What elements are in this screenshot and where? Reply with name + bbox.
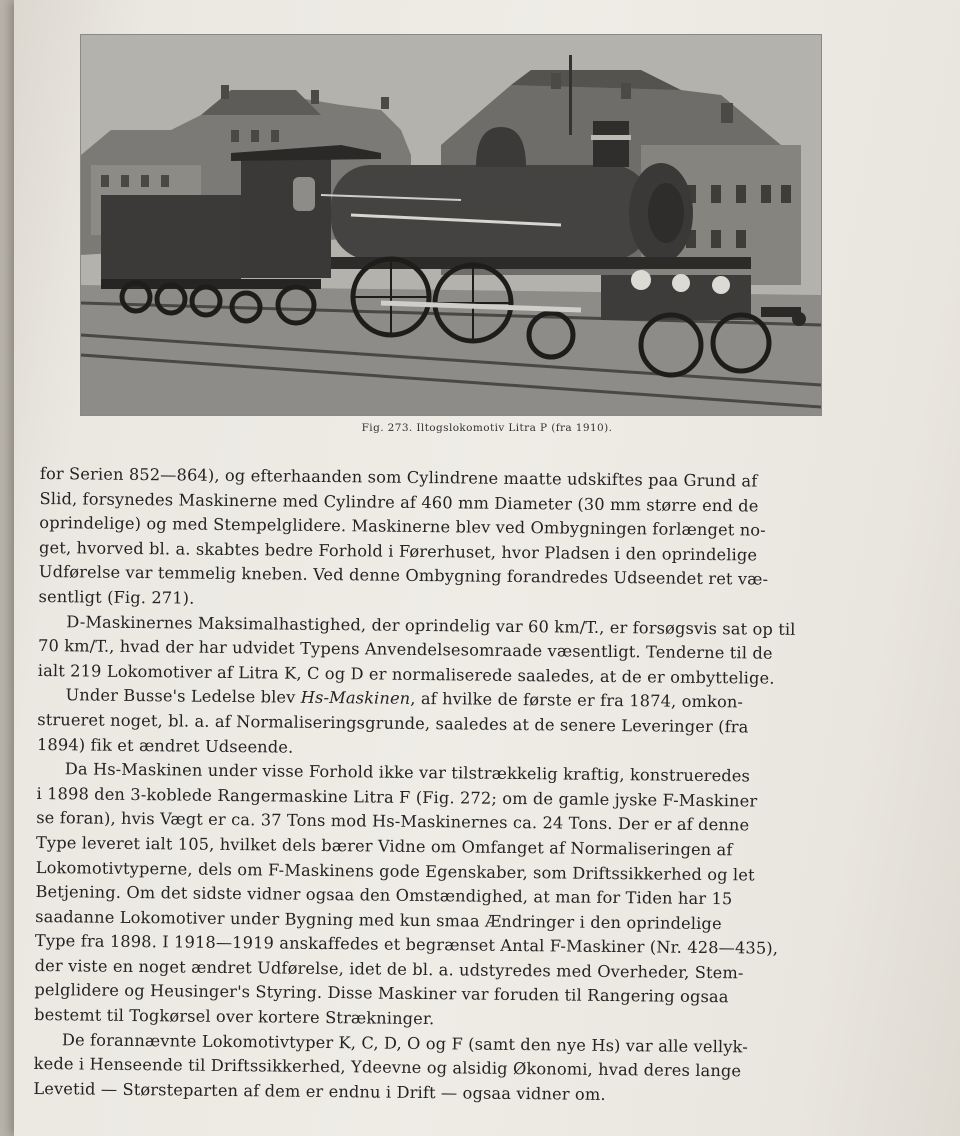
locomotive-photo xyxy=(80,34,822,416)
text-line: se foran), hvis Vægt er ca. 37 Tons mod Hs-Maskinernes ca. 24 Tons. Der er af denne xyxy=(36,808,750,835)
text-line: get, hvorved bl. a. skabtes bedre Forhold i Førerhuset, hvor Pladsen i den oprindelige xyxy=(39,537,758,565)
text-line: Udførelse var temmelig kneben. Ved denne Ombygning forandredes Udseendet ret væ- xyxy=(38,562,769,590)
text-line: saadanne Lokomotiver under Bygning med kun smaa Ændringer i den oprindelige xyxy=(35,906,722,933)
book-page xyxy=(14,0,960,1136)
text-line: ialt 219 Lokomotiver af Litra K, C og D er normaliserede saaledes, at de er ombyttelige. xyxy=(37,660,775,688)
text-line: De forannævnte Lokomotivtyper K, C, D, O og F (samt den nye Hs) var alle vellyk- xyxy=(61,1029,748,1057)
text-line: Slid, forsynedes Maskinerne med Cylindre af 460 mm Diameter (30 mm større end de xyxy=(39,488,759,516)
text-span: , af hvilke de første er fra 1874, omkon- xyxy=(410,689,744,712)
text-line: Type leveret ialt 105, hvilket dels bærer Vidne om Omfanget af Normaliseringen af xyxy=(35,832,733,860)
text-line: strueret noget, bl. a. af Normaliseringsgrunde, saaledes at de senere Leveringer (fra xyxy=(37,709,749,737)
body-text xyxy=(33,462,870,1110)
text-line: i 1898 den 3-koblede Rangermaskine Litra F (Fig. 272; om de gamle jyske F-Maskiner xyxy=(36,783,758,811)
text-line: Da Hs-Maskinen under visse Forhold ikke var tilstrækkelig kraftig, konstrueredes xyxy=(64,759,751,786)
text-line: 70 km/T., hvad der har udvidet Typens Anvendelsesomraade væsentligt. Tenderne til de xyxy=(37,636,773,663)
text-line: D-Maskinernes Maksimalhastighed, der oprindelig var 60 km/T., er forsøgsvis sat op til xyxy=(66,611,796,639)
text-line: pelglidere og Heusinger's Styring. Disse Maskiner var foruden til Rangering ogsaa xyxy=(34,980,729,1007)
text-line: sentligt (Fig. 271). xyxy=(38,586,195,608)
text-line: for Serien 852—864), og efterhaanden som Cylindrene maatte udskiftes paa Grund af xyxy=(39,463,758,491)
text-line: Betjening. Om det sidste vidner ogsaa den Omstændighed, at man for Tiden har 15 xyxy=(35,882,733,909)
text-line: kede i Henseende til Driftssikkerhed, Ydeevne og alsidig Økonomi, hvad deres lange xyxy=(33,1054,742,1081)
text-line: Lokomotivtyperne, dels om F-Maskinens gode Egenskaber, som Driftssikkerhed og let xyxy=(35,857,755,885)
figure-caption: Fig. 273. Iltogslokomotiv Litra P (fra 1910). xyxy=(361,422,613,434)
text-line: der viste en noget ændret Udførelse, idet de bl. a. udstyredes med Overheder, Stem- xyxy=(34,955,744,983)
text-line: oprindelige) og med Stempelglidere. Maskinerne blev ved Ombygningen forlænget no- xyxy=(39,513,766,540)
text-line: Levetid — Størsteparten af dem er endnu i Drift — ogsaa vidner om. xyxy=(33,1078,606,1104)
text-line: Type fra 1898. I 1918—1919 anskaffedes et begrænset Antal F-Maskiner (Nr. 428—435), xyxy=(34,931,779,959)
emphasis-text: Hs-Maskinen xyxy=(300,688,411,709)
text-span: Under Busse's Ledelse blev xyxy=(65,685,301,708)
text-line: bestemt til Togkørsel over kortere Strækninger. xyxy=(34,1005,435,1029)
text-line: 1894) fik et ændret Udseende. xyxy=(36,734,294,757)
